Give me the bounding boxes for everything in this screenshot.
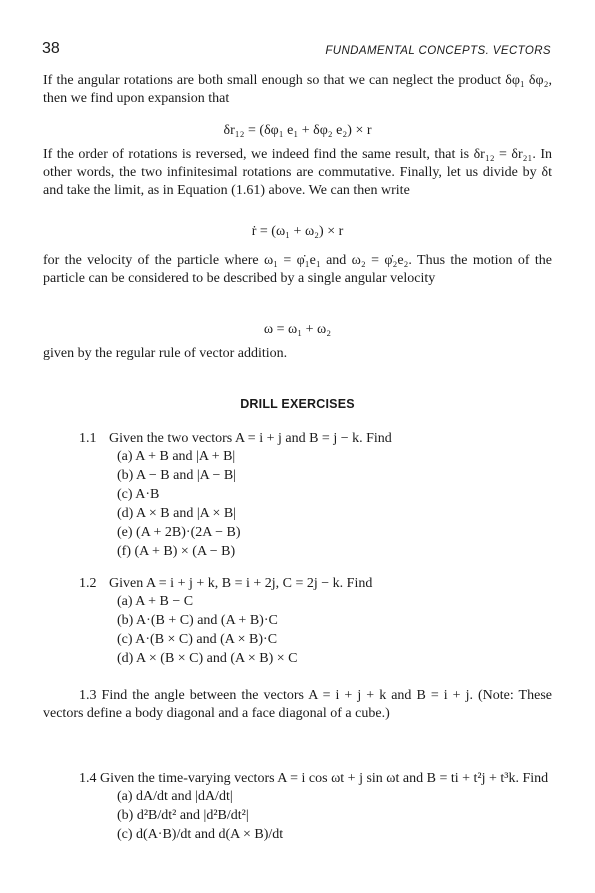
equation-1: δr₁₂ = (δφ₁ e₁ + δφ₂ e₂) × r xyxy=(223,123,372,138)
exercise-1-3: 1.3 Find the angle between the vectors A = i + j + k and B = i + j. (Note: These vectors define a body diagonal and a face diagonal of a cube.) xyxy=(43,688,552,721)
exercise-part: (e) (A + 2B)·(2A − B) xyxy=(117,525,241,540)
exercise-part: (a) dA/dt and |dA/dt| xyxy=(117,789,233,804)
exercise-part: (f) (A + B) × (A − B) xyxy=(117,544,236,559)
exercise-statement xyxy=(43,430,552,448)
exercise-text: Given A = i + j + k, B = i + 2j, C = 2j − k. Find xyxy=(109,576,373,591)
exercise-part: (a) A + B − C xyxy=(117,594,194,609)
equation-3: ω = ω₁ + ω₂ xyxy=(263,322,332,337)
exercise-part: (c) A·B xyxy=(117,487,160,502)
exercise-part: (b) A·(B + C) and (A + B)·C xyxy=(117,613,278,628)
section-heading: DRILL EXERCISES xyxy=(240,397,355,411)
exercise-statement: 1.4 Given the time-varying vectors A = i cos ωt + j sin ωt and B = ti + t²j + t³k. Find xyxy=(79,771,549,786)
exercise-number: 1.2 xyxy=(79,576,97,591)
exercise-part: (c) d(A·B)/dt and d(A × B)/dt xyxy=(117,827,284,842)
exercise-1-2 xyxy=(43,575,552,669)
exercise-statement xyxy=(43,575,552,593)
paragraph-2: If the order of rotations is reversed, we indeed find the same result, that is δr₁₂ = δr₂₁. In other words, the two infinitesimal rotations are commutative. Finally, let us divide by δt and take the limit, as in Equation (1.61) above. We can then write xyxy=(43,147,552,198)
exercise-part: (a) A + B and |A + B| xyxy=(117,449,236,464)
exercise-number: 1.1 xyxy=(79,431,97,446)
exercise-part: (c) A·(B × C) and (A × B)·C xyxy=(117,632,278,647)
paragraph-1: If the angular rotations are both small enough so that we can neglect the product δφ₁ δφ₂, then we find upon expansion that xyxy=(43,73,552,106)
running-head: FUNDAMENTAL CONCEPTS. VECTORS xyxy=(325,45,551,57)
page-number: 38 xyxy=(42,40,60,57)
exercise-part: (b) d²B/dt² and |d²B/dt²| xyxy=(117,808,249,823)
paragraph-3: for the velocity of the particle where ω₁ = φ̇₁e₁ and ω₂ = φ̇₂e₂. Thus the motion of the particle can be considered to be described by a single angular velocity xyxy=(43,253,552,286)
paragraph-4: given by the regular rule of vector addition. xyxy=(43,346,288,361)
exercise-1-4 xyxy=(43,770,552,845)
exercise-text: Given the two vectors A = i + j and B = j − k. Find xyxy=(109,431,392,446)
exercise-part: (d) A × B and |A × B| xyxy=(117,506,237,521)
exercise-1-1 xyxy=(43,430,552,562)
equation-2: ṙ = (ω₁ + ω₂) × r xyxy=(251,224,344,239)
exercise-part: (d) A × (B × C) and (A × B) × C xyxy=(117,651,298,666)
exercise-part: (b) A − B and |A − B| xyxy=(117,468,237,483)
